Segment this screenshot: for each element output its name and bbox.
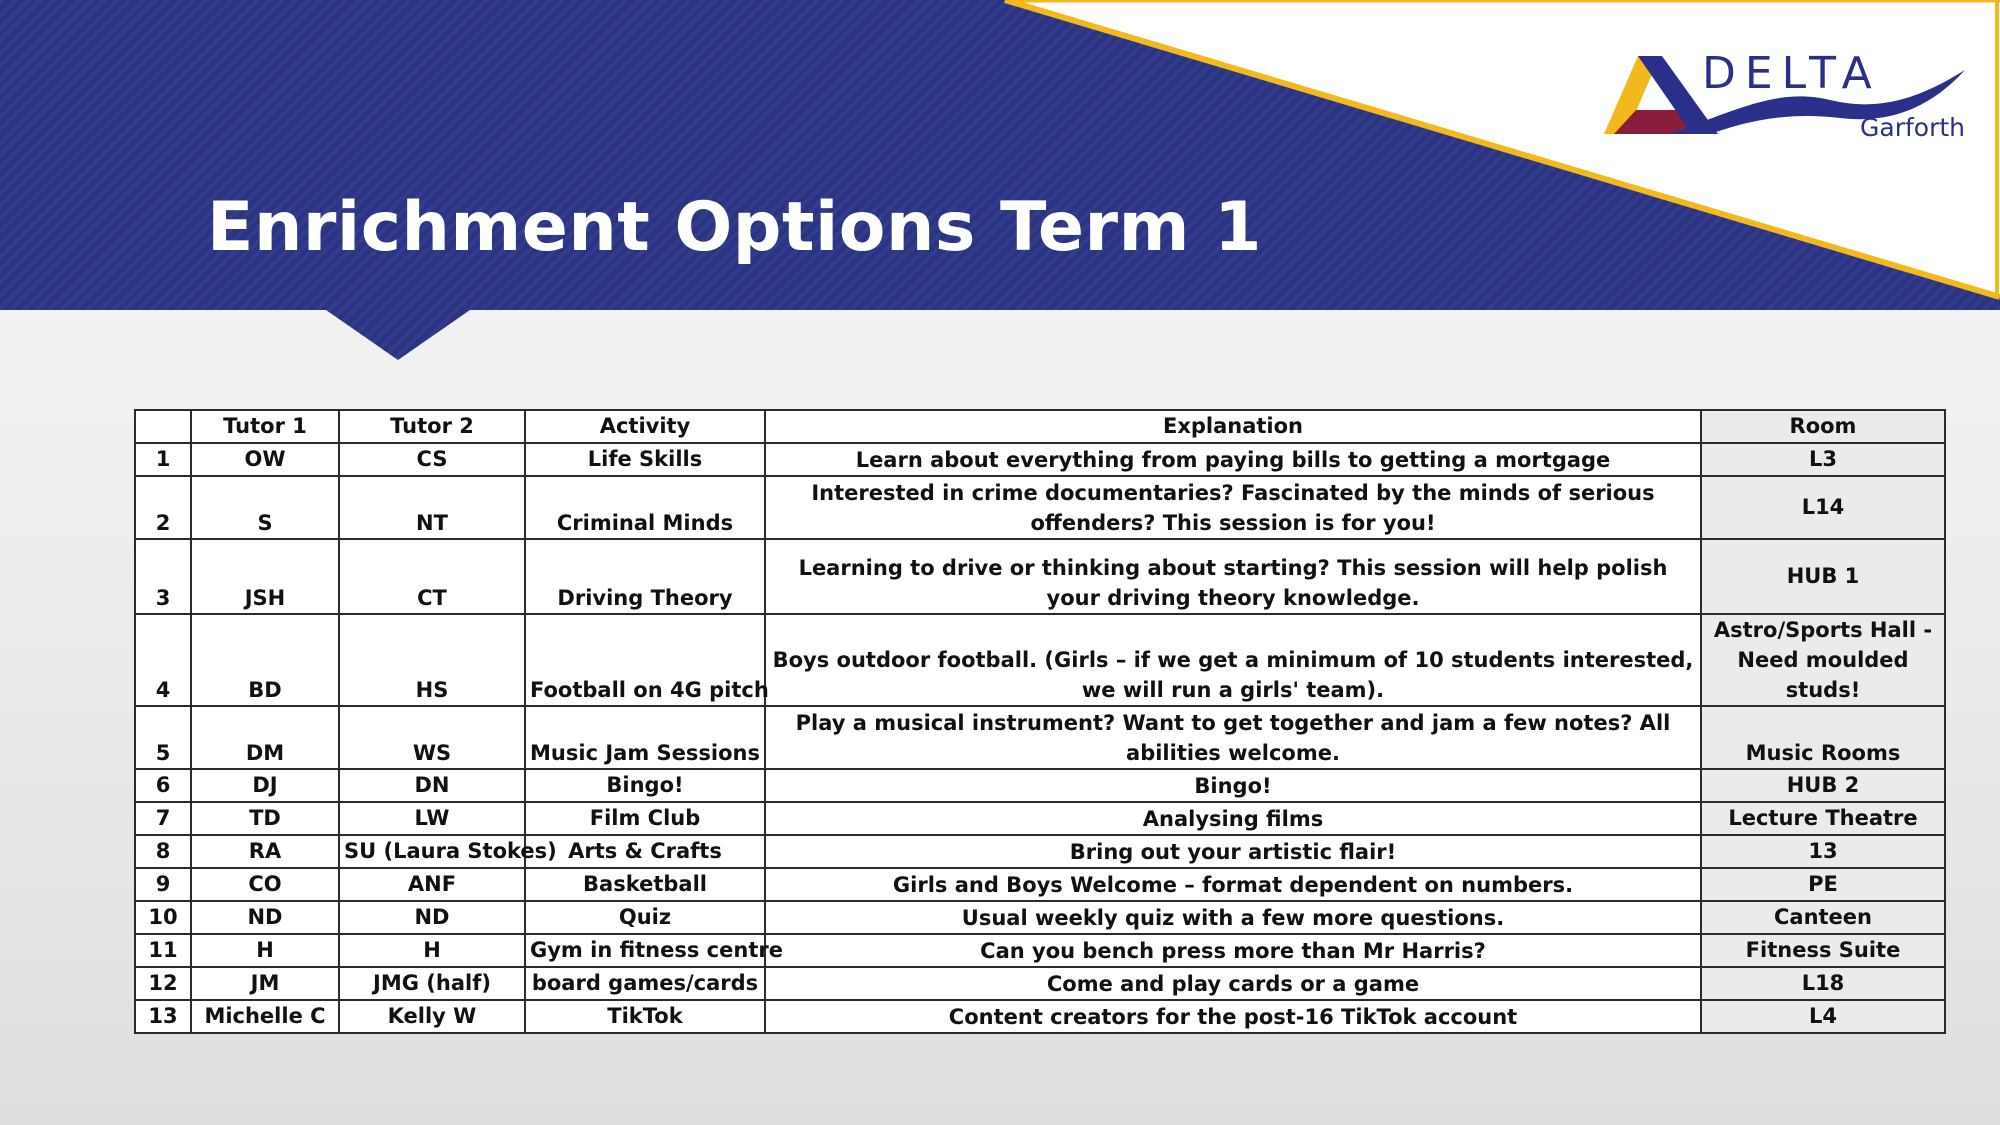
- tutor1-cell: TD: [191, 802, 339, 835]
- room-cell: 13: [1701, 835, 1945, 868]
- table-row: [135, 1000, 1945, 1033]
- tutor1-cell: OW: [191, 443, 339, 476]
- activity-cell: Music Jam Sessions: [525, 706, 765, 769]
- tutor2-cell: CT: [339, 539, 525, 614]
- activity-cell: TikTok: [525, 1000, 765, 1033]
- explanation-cell: Interested in crime documentaries? Fascinated by the minds of serious offenders? This session is for you!: [765, 476, 1701, 539]
- activity-cell: Bingo!: [525, 769, 765, 802]
- row-number: 3: [135, 539, 191, 614]
- room-cell: L4: [1701, 1000, 1945, 1033]
- table-row: [135, 802, 1945, 835]
- tutor2-cell: SU (Laura Stokes): [339, 835, 525, 868]
- explanation-cell: Boys outdoor football. (Girls – if we get a minimum of 10 students interested, we will run a girls' team).: [765, 614, 1701, 706]
- room-cell: L3: [1701, 443, 1945, 476]
- table-row: [135, 868, 1945, 901]
- tutor1-cell: RA: [191, 835, 339, 868]
- tutor1-cell: DM: [191, 706, 339, 769]
- room-cell: Canteen: [1701, 901, 1945, 934]
- table-row: [135, 706, 1945, 769]
- header-tutor2: Tutor 2: [339, 410, 525, 443]
- activity-cell: Quiz: [525, 901, 765, 934]
- header-explanation: Explanation: [765, 410, 1701, 443]
- tutor2-cell: ANF: [339, 868, 525, 901]
- enrichment-table: [134, 409, 1946, 1034]
- row-number: 1: [135, 443, 191, 476]
- activity-cell: Criminal Minds: [525, 476, 765, 539]
- table-row: [135, 835, 1945, 868]
- activity-cell: board games/cards: [525, 967, 765, 1000]
- room-cell: HUB 2: [1701, 769, 1945, 802]
- activity-cell: Football on 4G pitch: [525, 614, 765, 706]
- row-number: 4: [135, 614, 191, 706]
- activity-cell: Life Skills: [525, 443, 765, 476]
- table-row: [135, 539, 1945, 614]
- tutor1-cell: ND: [191, 901, 339, 934]
- room-cell: L18: [1701, 967, 1945, 1000]
- explanation-cell: Usual weekly quiz with a few more questions.: [765, 901, 1701, 934]
- tutor2-cell: JMG (half): [339, 967, 525, 1000]
- explanation-cell: Learning to drive or thinking about starting? This session will help polish your driving theory knowledge.: [765, 539, 1701, 614]
- tutor2-cell: HS: [339, 614, 525, 706]
- explanation-cell: Come and play cards or a game: [765, 967, 1701, 1000]
- row-number: 13: [135, 1000, 191, 1033]
- activity-cell: Basketball: [525, 868, 765, 901]
- logo-garforth-text: Garforth: [1860, 113, 1965, 142]
- tutor1-cell: DJ: [191, 769, 339, 802]
- explanation-cell: Learn about everything from paying bills to getting a mortgage: [765, 443, 1701, 476]
- row-number: 9: [135, 868, 191, 901]
- header-room: Room: [1701, 410, 1945, 443]
- tutor2-cell: NT: [339, 476, 525, 539]
- table-row: [135, 614, 1945, 706]
- room-cell: Music Rooms: [1701, 706, 1945, 769]
- tutor2-cell: H: [339, 934, 525, 967]
- delta-garforth-logo: [1600, 48, 1970, 148]
- room-cell: L14: [1701, 476, 1945, 539]
- table-row: [135, 934, 1945, 967]
- tutor1-cell: S: [191, 476, 339, 539]
- tutor1-cell: JSH: [191, 539, 339, 614]
- row-number: 11: [135, 934, 191, 967]
- tutor1-cell: CO: [191, 868, 339, 901]
- logo-delta-text: DELTA: [1702, 48, 1881, 99]
- header-tutor1: Tutor 1: [191, 410, 339, 443]
- tutor1-cell: Michelle C: [191, 1000, 339, 1033]
- room-cell: Lecture Theatre: [1701, 802, 1945, 835]
- room-cell: HUB 1: [1701, 539, 1945, 614]
- tutor2-cell: ND: [339, 901, 525, 934]
- tutor2-cell: DN: [339, 769, 525, 802]
- explanation-cell: Can you bench press more than Mr Harris?: [765, 934, 1701, 967]
- tutor2-cell: Kelly W: [339, 1000, 525, 1033]
- page-title: Enrichment Options Term 1: [207, 188, 1262, 267]
- table-row: [135, 967, 1945, 1000]
- row-number: 5: [135, 706, 191, 769]
- table-row: [135, 769, 1945, 802]
- tutor2-cell: LW: [339, 802, 525, 835]
- table-header-row: [135, 410, 1945, 443]
- tutor2-cell: CS: [339, 443, 525, 476]
- activity-cell: Gym in fitness centre: [525, 934, 765, 967]
- explanation-cell: Bring out your artistic flair!: [765, 835, 1701, 868]
- activity-cell: Driving Theory: [525, 539, 765, 614]
- row-number: 8: [135, 835, 191, 868]
- tutor1-cell: H: [191, 934, 339, 967]
- header-activity: Activity: [525, 410, 765, 443]
- activity-cell: Arts & Crafts: [525, 835, 765, 868]
- room-cell: Fitness Suite: [1701, 934, 1945, 967]
- explanation-cell: Play a musical instrument? Want to get together and jam a few notes? All abilities welcome.: [765, 706, 1701, 769]
- tutor1-cell: JM: [191, 967, 339, 1000]
- tutor1-cell: BD: [191, 614, 339, 706]
- explanation-cell: Analysing films: [765, 802, 1701, 835]
- room-cell: Astro/Sports Hall - Need moulded studs!: [1701, 614, 1945, 706]
- row-number: 10: [135, 901, 191, 934]
- room-cell: PE: [1701, 868, 1945, 901]
- row-number: 12: [135, 967, 191, 1000]
- row-number: 6: [135, 769, 191, 802]
- table-row: [135, 476, 1945, 539]
- table-row: [135, 443, 1945, 476]
- tutor2-cell: WS: [339, 706, 525, 769]
- explanation-cell: Content creators for the post-16 TikTok account: [765, 1000, 1701, 1033]
- row-number: 2: [135, 476, 191, 539]
- explanation-cell: Girls and Boys Welcome – format dependent on numbers.: [765, 868, 1701, 901]
- header-number: [135, 410, 191, 443]
- table-row: [135, 901, 1945, 934]
- explanation-cell: Bingo!: [765, 769, 1701, 802]
- activity-cell: Film Club: [525, 802, 765, 835]
- row-number: 7: [135, 802, 191, 835]
